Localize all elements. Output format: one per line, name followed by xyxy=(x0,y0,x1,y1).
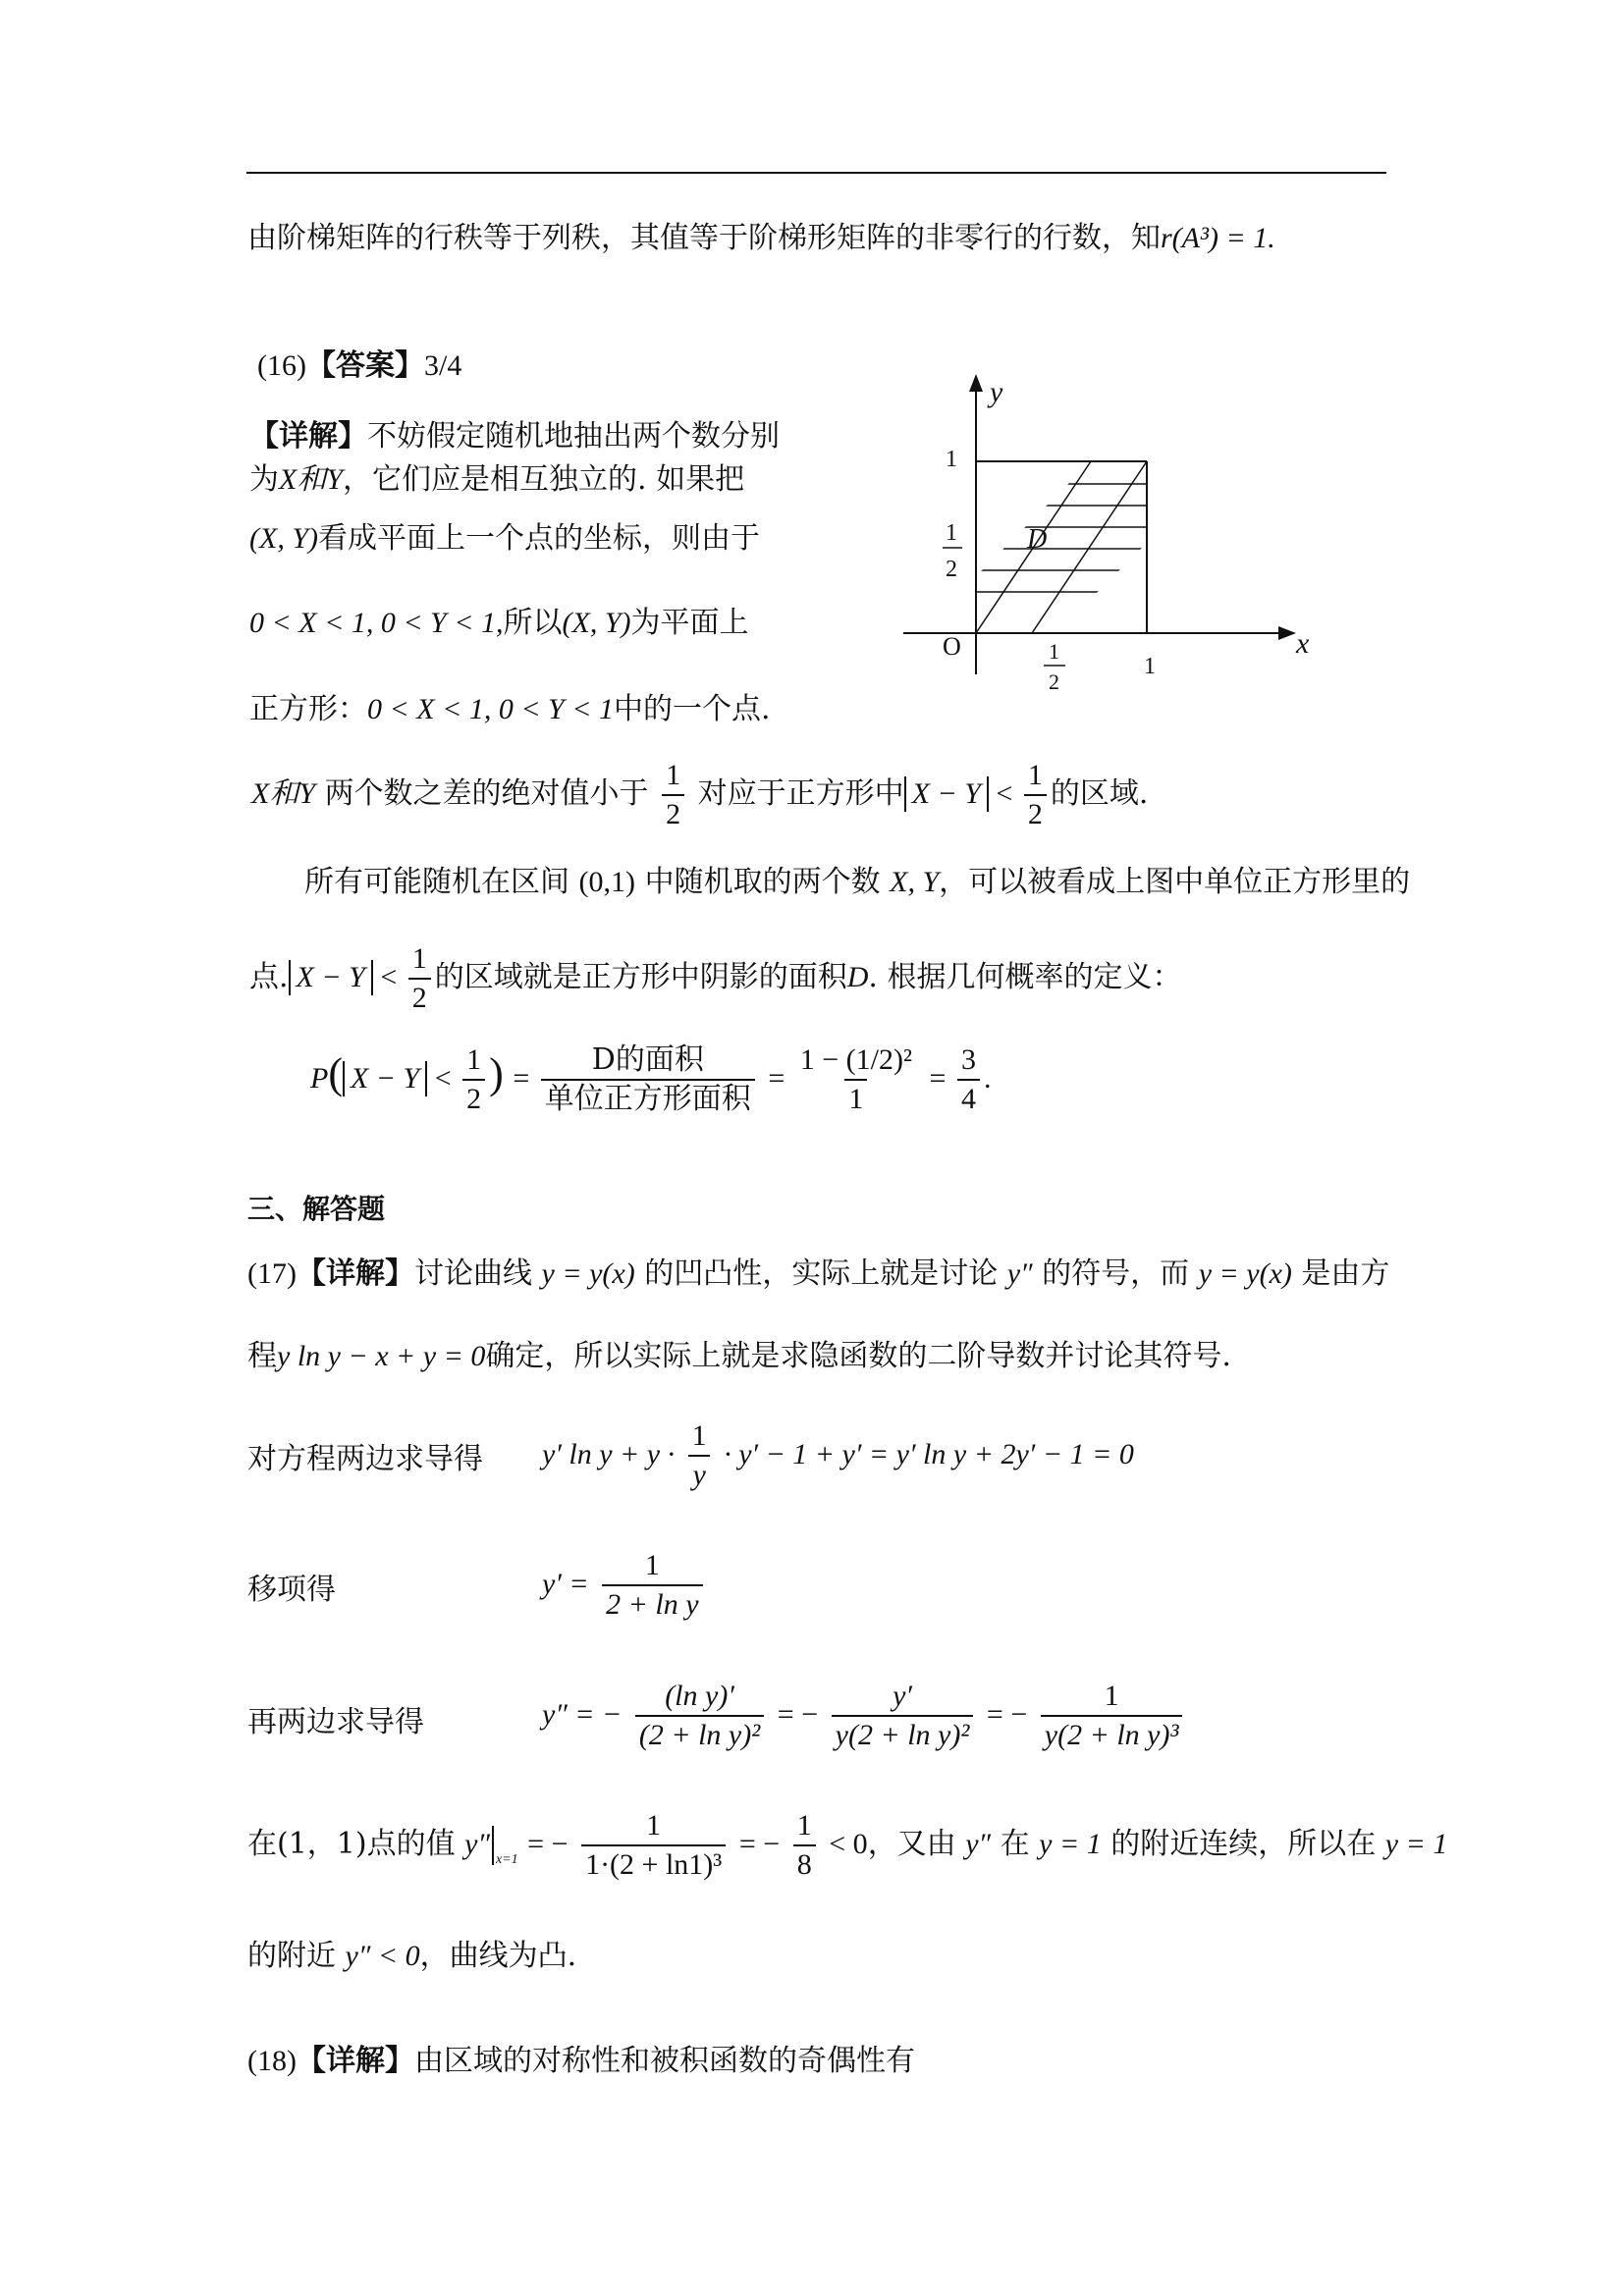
q17-l1-f: y = y(x) xyxy=(1198,1257,1292,1290)
q17-d2-label: 移项得 xyxy=(247,1573,336,1607)
q17-d3-d1: (2 + ln y)² xyxy=(635,1715,764,1750)
unit-square-figure xyxy=(884,368,1326,707)
q16-p8-c: 的区域就是正方形中阴影的面积 xyxy=(434,960,847,994)
q17-line1 xyxy=(247,1256,1390,1291)
q17-d2-frac xyxy=(602,1551,702,1620)
eval-bar xyxy=(492,1826,494,1865)
q17-v-n1: 1 xyxy=(646,1809,662,1842)
q16-detail-line8: 点. X − Y < $\frac{1}{2}$ 的区域就是正方形中阴影的面积D. 根据几何概率的定义： xyxy=(249,942,1182,1014)
q17-conclusion xyxy=(247,1939,577,1973)
q17-d2-lhs: y′ = xyxy=(542,1568,589,1600)
formula-half xyxy=(462,1045,485,1114)
q18-number: (18) xyxy=(247,2045,297,2077)
q17-c-b: y″ < 0 xyxy=(345,1940,420,1972)
q16-p4-b: 所以 xyxy=(503,606,563,640)
q16-p6-d: X − Y xyxy=(904,776,989,812)
half-num: 1 xyxy=(666,759,681,791)
origin-label: O xyxy=(943,632,961,661)
q16-p2-a: 为 xyxy=(249,462,279,497)
q17-v-e: < 0 xyxy=(829,1828,868,1860)
q17-number: (17) xyxy=(247,1257,297,1290)
x-tick-half-num: 1 xyxy=(1049,639,1059,664)
formula-half-den: 2 xyxy=(462,1079,485,1114)
formula-ratio-den: 单位正方形面积 xyxy=(541,1079,755,1114)
q17-v-j: 的附近连续，所以在 xyxy=(1110,1827,1377,1861)
q17-v-frac1 xyxy=(581,1811,726,1880)
q17-d1-num: 1 xyxy=(691,1419,707,1452)
y-axis-arrow-icon xyxy=(969,374,983,392)
q17-v-i: y = 1 xyxy=(1039,1828,1102,1860)
q16-number: (16) xyxy=(257,349,306,382)
q17-l2-a: 程 xyxy=(247,1339,277,1373)
half-num-3: 1 xyxy=(411,942,427,975)
formula-xy: X − Y xyxy=(343,1061,427,1096)
q16-p6-c: 对应于正方形中 xyxy=(697,776,904,811)
q17-v-a: 在(1，1)点的值 xyxy=(247,1827,456,1861)
y-axis-label: y xyxy=(990,376,1003,408)
x-axis-label: x xyxy=(1296,627,1310,660)
formula-half-num: 1 xyxy=(466,1043,482,1076)
q16-answer-tag: 【答案】 xyxy=(305,348,424,383)
formula-result-num: 3 xyxy=(960,1043,976,1076)
q17-d1-frac xyxy=(688,1421,711,1490)
q16-p7-c: 中随机取的两个数 xyxy=(644,865,881,899)
q16-p5-a: 正方形： xyxy=(249,692,367,726)
q17-l2-c: 确定，所以实际上就是求隐函数的二阶导数并讨论其符号. xyxy=(485,1339,1231,1373)
rank-text: 由阶梯矩阵的行秩等于列秩，其值等于阶梯形矩阵的非零行的行数，知 xyxy=(247,221,1161,255)
q16-p6-e: 的区域. xyxy=(1050,776,1149,811)
q18-text: 由区域的对称性和被积函数的奇偶性有 xyxy=(413,2044,915,2078)
q17-v-g: y″ xyxy=(965,1828,992,1860)
section-heading: 三、解答题 xyxy=(247,1193,386,1225)
half-fraction-2 xyxy=(1024,761,1047,829)
q16-p4-a: 0 < X < 1, 0 < Y < 1, xyxy=(249,607,504,639)
q17-d3-frac1 xyxy=(635,1682,764,1750)
q17-v-f: ，又由 xyxy=(867,1827,956,1861)
q16-detail-tag: 【详解】 xyxy=(249,419,367,454)
q16-p7-d: X, Y xyxy=(890,866,940,898)
q17-d3-d3: y(2 + ln y)³ xyxy=(1041,1715,1183,1750)
q16-detail-line1 xyxy=(249,419,780,454)
q17-v-d: = − xyxy=(738,1828,781,1860)
q16-p5-b: 0 < X < 1, 0 < Y < 1 xyxy=(367,693,614,725)
q17-c-a: 的附近 xyxy=(247,1939,336,1973)
formula-ratio-num: D的面积 xyxy=(591,1042,704,1077)
q16-p4-c: (X, Y) xyxy=(562,607,631,639)
formula-result-den: 4 xyxy=(957,1079,980,1114)
q16-p8-a: 点. xyxy=(249,960,289,994)
q17-detail-tag: 【详解】 xyxy=(296,1256,414,1291)
q17-d3-label: 再两边求导得 xyxy=(247,1705,424,1739)
q17-d2-den: 2 + ln y xyxy=(602,1584,702,1620)
y-tick-one: 1 xyxy=(946,447,957,472)
q16-p8-d: D xyxy=(846,961,869,993)
q17-d3-eq2: = − xyxy=(777,1698,819,1731)
x-tick-half-den: 2 xyxy=(1049,669,1059,694)
formula-calc-num: 1 − (1/2)² xyxy=(799,1043,912,1076)
q17-d3-d2: y(2 + ln y)² xyxy=(832,1715,974,1750)
q17-v-d1: 1·(2 + ln1)³ xyxy=(581,1844,726,1880)
half-fraction xyxy=(662,761,684,829)
q17-v-sub: x=1 xyxy=(495,1852,518,1867)
q17-d3-lhs: y″ = − xyxy=(542,1698,623,1731)
q17-d1-a: y′ ln y + y · xyxy=(542,1438,676,1470)
q18-line xyxy=(247,2044,915,2078)
formula-ratio xyxy=(541,1042,755,1116)
half-den: 2 xyxy=(662,794,684,829)
q17-d1-label: 对方程两边求导得 xyxy=(247,1442,483,1476)
q17-d1-den: y xyxy=(688,1455,709,1490)
q17-d3-n2: y′ xyxy=(893,1680,912,1712)
formula-p: P xyxy=(310,1062,329,1095)
q17-l2-b: y ln y − x + y = 0 xyxy=(277,1340,486,1372)
q17-v-b: y″ xyxy=(464,1828,490,1860)
q17-v-frac2 xyxy=(793,1811,816,1880)
half-fraction-3 xyxy=(408,944,431,1013)
q17-l1-d: y″ xyxy=(1006,1257,1033,1290)
q16-detail-line3 xyxy=(249,521,760,556)
formula-result xyxy=(957,1045,980,1114)
q17-d3-n1: (ln y)′ xyxy=(665,1680,734,1712)
q17-v-c: = − xyxy=(527,1828,568,1860)
q17-c-c: ，曲线为凸. xyxy=(419,1939,577,1973)
q17-v-k: y = 1 xyxy=(1384,1828,1448,1860)
q16-p3-a: (X, Y) xyxy=(249,522,318,555)
q16-answer-line xyxy=(257,348,462,383)
q16-detail-line2 xyxy=(249,462,745,497)
q17-v-n2: 1 xyxy=(796,1809,812,1842)
q16-detail-line7 xyxy=(304,865,1411,899)
half-den-3: 2 xyxy=(408,978,431,1013)
q17-line2 xyxy=(247,1339,1231,1373)
q16-p3-b: 看成平面上一个点的坐标，则由于 xyxy=(318,521,760,556)
q16-detail-line5 xyxy=(249,692,771,726)
q17-d3-n3: 1 xyxy=(1104,1680,1119,1712)
probability-formula: P( X − Y < $\frac{1}{2}$ ) = $\frac{\text{D的面积}}{\text{单位正方形面积}}$ = $\frac{\text{1 − (1/2)²}}{1}$ = $\frac{3}{4}$ . xyxy=(310,1042,992,1116)
q17-l1-b: y = y(x) xyxy=(541,1257,635,1290)
q17-l1-c: 的凹凸性，实际上就是讨论 xyxy=(644,1256,999,1291)
q16-p7-e: ，可以被看成上图中单位正方形里的 xyxy=(939,865,1411,899)
q16-p8-b: X − Y xyxy=(289,960,373,995)
q17-l1-e: 的符号，而 xyxy=(1042,1256,1190,1291)
q17-d3-equation xyxy=(542,1682,1186,1750)
q16-p2-c: ，它们应是相互独立的. 如果把 xyxy=(343,462,745,497)
x-axis-arrow-icon xyxy=(1278,626,1296,640)
q17-value-line xyxy=(247,1811,1447,1880)
y-tick-half-den: 2 xyxy=(946,557,957,582)
q16-p2-b: X和Y xyxy=(279,463,344,496)
q16-p6-a: X和Y xyxy=(251,777,316,810)
header-rule xyxy=(246,172,1386,174)
half-den-2: 2 xyxy=(1024,794,1047,829)
q16-detail-line4 xyxy=(249,606,749,640)
boundary-lower xyxy=(1032,461,1147,633)
q16-p7-b: (0,1) xyxy=(578,866,636,898)
q18-detail-tag: 【详解】 xyxy=(296,2044,414,2078)
q17-d1-equation xyxy=(542,1421,1134,1490)
q16-p8-e: . 根据几何概率的定义： xyxy=(868,960,1182,994)
q17-d3-frac3 xyxy=(1041,1682,1183,1750)
q16-p5-c: 中的一个点. xyxy=(614,692,771,726)
q16-answer-value: 3/4 xyxy=(423,349,462,382)
rank-expression: r(A³) = 1. xyxy=(1161,222,1275,254)
q16-p1: 不妨假定随机地抽出两个数分别 xyxy=(367,419,780,454)
q17-d2-num: 1 xyxy=(644,1549,660,1581)
formula-calc xyxy=(796,1045,916,1114)
q17-d2-equation xyxy=(542,1551,707,1620)
q16-p7-a: 所有可能随机在区间 xyxy=(304,865,569,899)
region-label: D xyxy=(1027,524,1048,555)
half-num-2: 1 xyxy=(1027,759,1043,791)
q17-d3-frac2 xyxy=(832,1682,974,1750)
y-tick-half-num: 1 xyxy=(946,520,957,546)
q17-l1-a: 讨论曲线 xyxy=(413,1256,532,1291)
q16-p4-d: 为平面上 xyxy=(630,606,749,640)
q17-d3-eq3: = − xyxy=(986,1698,1028,1731)
x-tick-one: 1 xyxy=(1144,654,1156,679)
q17-l1-g: 是由方 xyxy=(1301,1256,1390,1291)
q16-detail-line6: X和Y 两个数之差的绝对值小于 $\frac{1}{2}$ 对应于正方形中 X − Y < $\frac{1}{2}$ 的区域. xyxy=(251,759,1149,830)
q17-v-h: 在 xyxy=(1000,1827,1030,1861)
q17-d1-b: · y′ − 1 + y′ = y′ ln y + 2y′ − 1 = 0 xyxy=(724,1438,1134,1470)
q17-v-d2: 8 xyxy=(793,1844,816,1880)
rank-line xyxy=(247,221,1275,255)
q16-p6-b: 两个数之差的绝对值小于 xyxy=(324,776,649,811)
formula-calc-den: 1 xyxy=(844,1079,867,1114)
